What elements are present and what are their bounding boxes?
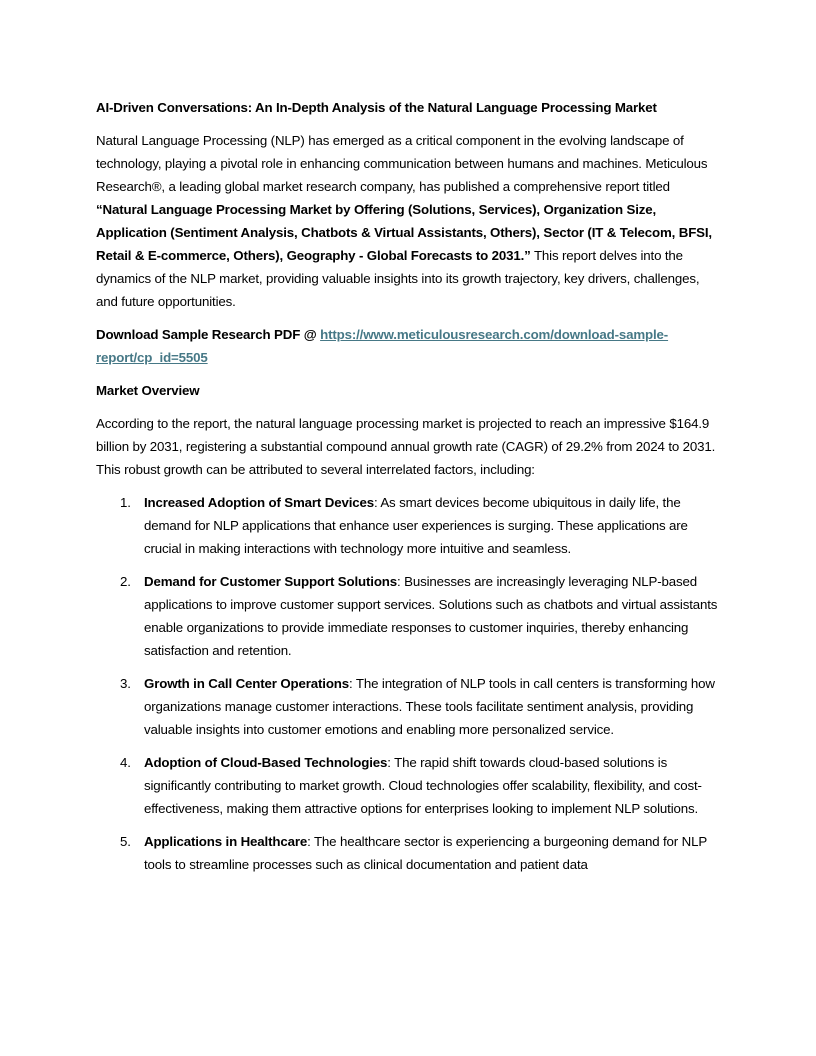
intro-text-end: This report delves into the dynamics of the NLP market, providing valuable insights into its growth trajectory, key drivers, challenges, and future opportunities.: [96, 248, 700, 309]
list-item-title: Demand for Customer Support Solutions: [144, 574, 398, 589]
list-item: [96, 830, 722, 876]
list-number: 4.: [120, 755, 131, 770]
list-item: [96, 751, 722, 820]
list-item-text: : The integration of NLP tools in call centers is transforming how organizations manage customer interactions. These tools facilitate sentiment analysis, providing valuable insights into customer emotions and enabling more personalized service.: [144, 676, 715, 737]
overview-paragraph: According to the report, the natural language processing market is projected to reach an impressive $164.9 billion by 2031, registering a substantial compound annual growth rate (CAGR) of 29.2% from 2024 to 2031. This robust growth can be attributed to several interrelated factors, including:: [96, 416, 716, 477]
list-item-title: Growth in Call Center Operations: [144, 676, 350, 691]
intro-paragraph: [96, 129, 722, 313]
list-item-text: : The healthcare sector is experiencing a burgeoning demand for NLP tools to streamline processes such as clinical documentation and patient data: [144, 834, 707, 872]
list-item: [96, 570, 722, 662]
list-item-title: Increased Adoption of Smart Devices: [144, 495, 374, 510]
report-title: “Natural Language Processing Market by Offering (Solutions, Services), Organization Size, Application (Sentiment Analysis, Chatbots & Virtual Assistants, Others), Sector (IT & Telecom, BFSI, Retail & E-commerce, Others), Geography - Global Forecasts to 2031.”: [96, 202, 712, 263]
list-number: 2.: [120, 574, 131, 589]
list-item: [96, 491, 722, 560]
list-item: [96, 672, 722, 741]
document-page: [96, 96, 722, 886]
list-item-title: Adoption of Cloud-Based Technologies: [144, 755, 388, 770]
list-number: 3.: [120, 676, 131, 691]
document-title: AI-Driven Conversations: An In-Depth Analysis of the Natural Language Processing Market: [96, 100, 657, 115]
list-number: 5.: [120, 834, 131, 849]
download-link[interactable]: https://www.meticulousresearch.com/download-sample-report/cp_id=5505: [96, 327, 669, 365]
overview-heading: Market Overview: [96, 383, 200, 398]
list-item-text: : The rapid shift towards cloud-based solutions is significantly contributing to market growth. Cloud technologies offer scalability, flexibility, and cost-effectiveness, making them attractive options for enterprises looking to implement NLP solutions.: [144, 755, 702, 816]
intro-text: Natural Language Processing (NLP) has emerged as a critical component in the evolving landscape of technology, playing a pivotal role in enhancing communication between humans and machines. Meticulous Research®, a leading global market research company, has published a comprehensive report titled: [96, 133, 708, 194]
list-item-title: Applications in Healthcare: [144, 834, 308, 849]
download-label: Download Sample Research PDF @: [96, 327, 321, 342]
section-heading: [96, 379, 722, 402]
list-item-text: : As smart devices become ubiquitous in daily life, the demand for NLP applications that enhance user experiences is surging. These applications are crucial in making interactions with technology more intuitive and seamless.: [144, 495, 688, 556]
factors-list: [96, 491, 722, 876]
list-item-text: : Businesses are increasingly leveraging NLP-based applications to improve customer support services. Solutions such as chatbots and virtual assistants enable organizations to provide immediate responses to customer inquiries, thereby enhancing satisfaction and retention.: [144, 574, 718, 658]
list-number: 1.: [120, 495, 131, 510]
download-line: [96, 323, 722, 369]
